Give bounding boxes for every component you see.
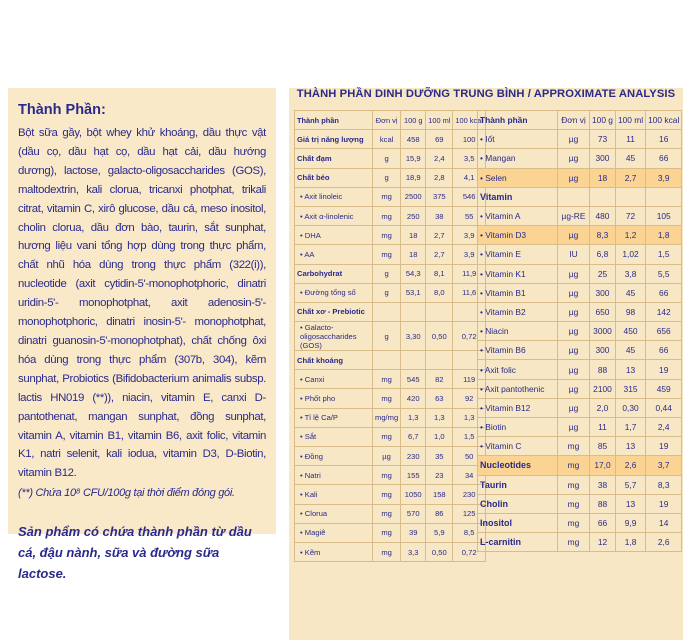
table-row — [478, 206, 682, 225]
column-header: 100 kcal — [453, 111, 486, 130]
nutrient-value: 19 — [646, 437, 682, 456]
nutrient-name: Chất xơ - Prebiotic — [295, 302, 373, 321]
ingredients-panel — [8, 88, 276, 582]
nutrient-name: • DHA — [295, 226, 373, 245]
nutrient-value: 230 — [401, 447, 426, 466]
nutrient-value — [615, 187, 645, 206]
nutrient-value: 98 — [615, 302, 645, 321]
nutrient-value: 12 — [590, 533, 616, 552]
nutrient-value: 2,7 — [615, 168, 645, 187]
nutrient-value: 0,30 — [615, 398, 645, 417]
nutrient-value: 39 — [401, 523, 426, 542]
nutrient-value: 8,0 — [426, 283, 453, 302]
nutrient-value: 1,3 — [401, 408, 426, 427]
nutrient-value: 3,8 — [615, 264, 645, 283]
table-row — [295, 485, 486, 504]
nutrient-value: 11,6 — [453, 283, 486, 302]
table-row — [478, 168, 682, 187]
nutrient-name: • Axit α-linolenic — [295, 206, 373, 225]
nutrient-value: 1,7 — [615, 418, 645, 437]
nutrient-value: 119 — [453, 370, 486, 389]
table-row — [478, 341, 682, 360]
table-row — [478, 437, 682, 456]
nutrient-value: 2,4 — [646, 418, 682, 437]
nutrient-value: 2,0 — [590, 398, 616, 417]
nutrient-value — [426, 302, 453, 321]
nutrient-value: 45 — [615, 341, 645, 360]
table-row — [295, 264, 486, 283]
nutrient-value: 11 — [590, 418, 616, 437]
nutrient-value: 2,7 — [426, 226, 453, 245]
column-header: 100 ml — [615, 111, 645, 130]
nutrient-unit: mg — [373, 370, 401, 389]
nutrient-unit: µg — [558, 322, 590, 341]
table-header-row — [478, 111, 682, 130]
nutrient-value: 105 — [646, 206, 682, 225]
table-row — [478, 513, 682, 532]
nutrient-unit: µg — [558, 418, 590, 437]
nutrient-value: 420 — [401, 389, 426, 408]
nutrient-unit: µg — [558, 283, 590, 302]
nutrient-value: 66 — [646, 149, 682, 168]
nutrient-name: • Mangan — [478, 149, 558, 168]
table-row — [295, 322, 486, 351]
table-row — [478, 226, 682, 245]
nutrient-value: 88 — [590, 360, 616, 379]
nutrient-name: • Kali — [295, 485, 373, 504]
nutrient-name: Giá trị năng lượng — [295, 130, 373, 149]
nutrient-value: 1,5 — [453, 427, 486, 446]
nutrient-value: 55 — [453, 206, 486, 225]
nutrient-name: • Phốt pho — [295, 389, 373, 408]
ingredients-title: Thành Phần: — [18, 102, 106, 118]
nutrient-value: 69 — [426, 130, 453, 149]
nutrient-value: 82 — [426, 370, 453, 389]
column-header: Thành phần — [478, 111, 558, 130]
nutrient-value: 50 — [453, 447, 486, 466]
table-row — [295, 523, 486, 542]
probiotic-note: (**) Chứa 10⁸ CFU/100g tại thời điểm đóng gói. — [18, 487, 235, 500]
nutrient-name: Cholin — [478, 494, 558, 513]
nutrient-value: 45 — [615, 149, 645, 168]
nutrition-title: THÀNH PHẦN DINH DƯỠNG TRUNG BÌNH / APPROXIMATE ANALYSIS — [296, 88, 676, 100]
nutrient-value: 86 — [426, 504, 453, 523]
nutrient-value: 250 — [401, 206, 426, 225]
column-header: 100 g — [401, 111, 426, 130]
nutrient-name: • Vitamin A — [478, 206, 558, 225]
nutrient-name: L-carnitin — [478, 533, 558, 552]
nutrient-unit: mg — [373, 427, 401, 446]
table-row — [478, 149, 682, 168]
nutrient-unit: µg — [558, 398, 590, 417]
nutrient-unit: mg — [373, 466, 401, 485]
nutrient-unit: IU — [558, 245, 590, 264]
nutrient-value: 38 — [426, 206, 453, 225]
nutrient-value: 11,9 — [453, 264, 486, 283]
nutrient-unit: mg — [373, 226, 401, 245]
table-row — [478, 398, 682, 417]
table-row — [295, 389, 486, 408]
nutrient-name: • Iốt — [478, 130, 558, 149]
nutrient-value: 0,44 — [646, 398, 682, 417]
nutrient-value: 11 — [615, 130, 645, 149]
nutrient-value: 2500 — [401, 187, 426, 206]
nutrient-value — [401, 302, 426, 321]
nutrient-value: 2,4 — [426, 149, 453, 168]
nutrient-value: 5,9 — [426, 523, 453, 542]
nutrient-value: 18 — [401, 245, 426, 264]
nutrient-value: 72 — [615, 206, 645, 225]
nutrient-name: Chất khoáng — [295, 351, 373, 370]
table-row — [295, 408, 486, 427]
nutrient-value: 23 — [426, 466, 453, 485]
nutrient-unit: mg — [558, 533, 590, 552]
nutrient-value: 6,7 — [401, 427, 426, 446]
nutrient-value: 66 — [590, 513, 616, 532]
nutrient-unit: mg — [558, 494, 590, 513]
nutrient-unit: g — [373, 149, 401, 168]
nutrient-unit: µg — [558, 264, 590, 283]
nutrient-value: 13 — [615, 437, 645, 456]
table-row — [295, 206, 486, 225]
nutrient-unit: mg — [373, 245, 401, 264]
table-row — [478, 245, 682, 264]
nutrient-name: • Magiê — [295, 523, 373, 542]
nutrient-name: • Tỉ lệ Ca/P — [295, 408, 373, 427]
nutrient-value: 3,9 — [453, 226, 486, 245]
nutrient-value: 2,7 — [426, 245, 453, 264]
nutrient-value: 13 — [615, 360, 645, 379]
allergen-warning: Sản phẩm có chứa thành phần từ dầu cá, đậu nành, sữa và đường sữa lactose. — [18, 524, 252, 582]
nutrient-value: 35 — [426, 447, 453, 466]
nutrient-value: 66 — [646, 341, 682, 360]
table-row — [478, 130, 682, 149]
nutrient-value: 142 — [646, 302, 682, 321]
nutrient-name: • Axit folic — [478, 360, 558, 379]
nutrient-name: • Vitamin B6 — [478, 341, 558, 360]
nutrient-value: 459 — [646, 379, 682, 398]
nutrient-unit — [373, 302, 401, 321]
nutrient-name: • Sắt — [295, 427, 373, 446]
nutrient-value: 1,0 — [426, 427, 453, 446]
nutrient-value: 17,0 — [590, 456, 616, 475]
table-row — [295, 302, 486, 321]
nutrient-unit: mg — [373, 485, 401, 504]
nutrient-value: 66 — [646, 283, 682, 302]
nutrient-value: 4,1 — [453, 168, 486, 187]
nutrient-unit — [373, 351, 401, 370]
nutrient-value: 570 — [401, 504, 426, 523]
table-row — [478, 283, 682, 302]
table-row — [478, 322, 682, 341]
nutrient-unit: µg-RE — [558, 206, 590, 225]
column-header: Thành phần — [295, 111, 373, 130]
nutrient-value: 1,3 — [426, 408, 453, 427]
nutrient-unit: mg — [373, 389, 401, 408]
table-row — [478, 494, 682, 513]
nutrient-name: Taurin — [478, 475, 558, 494]
nutrient-value: 1,02 — [615, 245, 645, 264]
nutrient-value: 5,7 — [615, 475, 645, 494]
nutrient-unit — [558, 187, 590, 206]
nutrient-value: 100 — [453, 130, 486, 149]
nutrient-unit: mg/mg — [373, 408, 401, 427]
nutrient-value: 2100 — [590, 379, 616, 398]
nutrient-name: • Canxi — [295, 370, 373, 389]
nutrient-value: 63 — [426, 389, 453, 408]
nutrient-value: 2,6 — [646, 533, 682, 552]
table-header-row — [295, 111, 486, 130]
nutrient-unit: µg — [558, 168, 590, 187]
nutrient-value: 650 — [590, 302, 616, 321]
nutrient-value: 8,3 — [646, 475, 682, 494]
nutrient-name: • Đồng — [295, 447, 373, 466]
table-row — [478, 187, 682, 206]
nutrient-value: 85 — [590, 437, 616, 456]
table-row — [295, 427, 486, 446]
nutrition-table-left — [294, 110, 486, 562]
nutrient-value: 2,6 — [615, 456, 645, 475]
nutrient-unit: mg — [373, 542, 401, 561]
nutrient-unit: mg — [373, 206, 401, 225]
nutrient-value: 14 — [646, 513, 682, 532]
nutrient-name: • Vitamin D3 — [478, 226, 558, 245]
nutrient-unit: µg — [373, 447, 401, 466]
nutrient-name: • Kẽm — [295, 542, 373, 561]
nutrient-value: 18,9 — [401, 168, 426, 187]
nutrient-unit: µg — [558, 341, 590, 360]
nutrient-value: 155 — [401, 466, 426, 485]
table-row — [295, 187, 486, 206]
nutrient-name: • Clorua — [295, 504, 373, 523]
column-header: Đơn vị — [373, 111, 401, 130]
nutrient-value — [590, 187, 616, 206]
nutrient-value: 18 — [401, 226, 426, 245]
nutrient-unit: g — [373, 168, 401, 187]
nutrient-name: Chất béo — [295, 168, 373, 187]
nutrient-name: Vitamin — [478, 187, 558, 206]
nutrient-value: 300 — [590, 341, 616, 360]
table-row — [295, 149, 486, 168]
nutrient-unit: µg — [558, 360, 590, 379]
table-row — [295, 466, 486, 485]
nutrient-value: 0,50 — [426, 322, 453, 351]
nutrition-table-right — [477, 110, 682, 552]
nutrient-value: 3,30 — [401, 322, 426, 351]
nutrient-value: 19 — [646, 360, 682, 379]
nutrient-value: 375 — [426, 187, 453, 206]
nutrient-unit: mg — [558, 437, 590, 456]
table-row — [478, 533, 682, 552]
nutrient-name: • Vitamin E — [478, 245, 558, 264]
nutrient-value: 545 — [401, 370, 426, 389]
nutrient-value: 300 — [590, 283, 616, 302]
table-row — [478, 418, 682, 437]
nutrient-value: 0,50 — [426, 542, 453, 561]
nutrient-value: 92 — [453, 389, 486, 408]
table-row — [295, 447, 486, 466]
nutrient-name: • Vitamin B12 — [478, 398, 558, 417]
nutrient-value: 0,72 — [453, 542, 486, 561]
nutrient-value: 6,8 — [590, 245, 616, 264]
nutrient-value: 45 — [615, 283, 645, 302]
nutrient-name: • Axit linoleic — [295, 187, 373, 206]
nutrient-value: 3,9 — [646, 168, 682, 187]
nutrient-name: • Selen — [478, 168, 558, 187]
column-header: 100 kcal — [646, 111, 682, 130]
column-header: 100 ml — [426, 111, 453, 130]
nutrient-value: 0,72 — [453, 322, 486, 351]
nutrient-value: 5,5 — [646, 264, 682, 283]
nutrient-value: 88 — [590, 494, 616, 513]
nutrient-value: 656 — [646, 322, 682, 341]
nutrient-name: • Natri — [295, 466, 373, 485]
table-row — [478, 302, 682, 321]
table-row — [295, 370, 486, 389]
nutrient-name: • Vitamin B2 — [478, 302, 558, 321]
nutrient-value: 3,9 — [453, 245, 486, 264]
nutrient-value: 38 — [590, 475, 616, 494]
column-header: 100 g — [590, 111, 616, 130]
nutrient-value: 300 — [590, 149, 616, 168]
nutrient-value: 3,3 — [401, 542, 426, 561]
nutrient-value: 18 — [590, 168, 616, 187]
nutrient-unit: g — [373, 322, 401, 351]
nutrient-value: 3,5 — [453, 149, 486, 168]
nutrient-value: 1,8 — [615, 533, 645, 552]
nutrient-name: • Axit pantothenic — [478, 379, 558, 398]
nutrient-value: 15,9 — [401, 149, 426, 168]
nutrient-value: 8,1 — [426, 264, 453, 283]
nutrient-value — [426, 351, 453, 370]
nutrient-value: 230 — [453, 485, 486, 504]
table-row — [295, 226, 486, 245]
nutrient-unit: µg — [558, 302, 590, 321]
nutrient-value: 1,5 — [646, 245, 682, 264]
nutrient-value: 1050 — [401, 485, 426, 504]
nutrient-value: 480 — [590, 206, 616, 225]
table-row — [295, 283, 486, 302]
nutrient-value: 1,3 — [453, 408, 486, 427]
table-row — [478, 264, 682, 283]
nutrient-unit: mg — [558, 475, 590, 494]
table-row — [295, 245, 486, 264]
nutrient-unit: mg — [558, 456, 590, 475]
nutrient-value: 315 — [615, 379, 645, 398]
nutrient-name: Inositol — [478, 513, 558, 532]
nutrient-value: 1,8 — [646, 226, 682, 245]
nutrient-value: 53,1 — [401, 283, 426, 302]
table-row — [478, 360, 682, 379]
nutrient-unit: mg — [558, 513, 590, 532]
nutrient-name: Carbohydrat — [295, 264, 373, 283]
nutrient-value: 16 — [646, 130, 682, 149]
table-row — [478, 456, 682, 475]
nutrient-value: 158 — [426, 485, 453, 504]
nutrient-name: • Vitamin B1 — [478, 283, 558, 302]
nutrient-value: 8,3 — [590, 226, 616, 245]
nutrient-unit: µg — [558, 226, 590, 245]
table-row — [295, 168, 486, 187]
nutrient-value: 2,8 — [426, 168, 453, 187]
table-row — [295, 504, 486, 523]
nutrient-value: 458 — [401, 130, 426, 149]
nutrient-name: • AA — [295, 245, 373, 264]
nutrient-value: 73 — [590, 130, 616, 149]
nutrient-unit: µg — [558, 379, 590, 398]
nutrient-value: 3000 — [590, 322, 616, 341]
nutrient-value — [401, 351, 426, 370]
nutrient-value: 8,5 — [453, 523, 486, 542]
nutrient-name: • Galacto-oligosaccharides (GOS) — [295, 322, 373, 351]
nutrient-value: 546 — [453, 187, 486, 206]
nutrient-value: 34 — [453, 466, 486, 485]
nutrient-value: 25 — [590, 264, 616, 283]
nutrient-value: 54,3 — [401, 264, 426, 283]
column-header: Đơn vị — [558, 111, 590, 130]
nutrient-value: 450 — [615, 322, 645, 341]
nutrient-unit: kcal — [373, 130, 401, 149]
nutrient-name: • Biotin — [478, 418, 558, 437]
nutrient-unit: µg — [558, 149, 590, 168]
nutrient-name: Chất đạm — [295, 149, 373, 168]
table-row — [478, 379, 682, 398]
nutrient-name: • Đường tổng số — [295, 283, 373, 302]
nutrient-value — [646, 187, 682, 206]
nutrient-value: 3,7 — [646, 456, 682, 475]
nutrient-value: 125 — [453, 504, 486, 523]
nutrient-unit: g — [373, 264, 401, 283]
table-row — [478, 475, 682, 494]
nutrient-unit: µg — [558, 130, 590, 149]
nutrient-unit: mg — [373, 187, 401, 206]
nutrient-value: 9,9 — [615, 513, 645, 532]
nutrient-name: Nucleotides — [478, 456, 558, 475]
nutrition-panel — [289, 88, 683, 640]
ingredients-text: Bột sữa gầy, bột whey khử khoáng, dầu thực vật (dầu cọ, dầu hạt cọ, dầu hạt cải, dầu hướng dương), lactose, galacto-oligosaccharides (GOS), maltodextrin, kali clorua, tricanxi photphat, trikali citrat, vitamin C, xirô glucose, dầu cá, meso inositol, cholin clorua, dầu đơn bào, taurin, sắt sunphat, hương liệu vani tổng hợp dùng trong thực phẩm, chất nhũ hóa dùng trong thực phẩm (322(i)), nucleotide (axit cytidin-5'-monophotphoric, dinatri uridin-5'- monophotphat, axit adenosin-5'-monophotphoric, dinatri inosin-5'- monophotphat, dinatri guanosin-5'-monophotphat), chất chống ôxi hóa dùng trong thực phẩm (307b, 304), kẽm sunphat, Probiotics (Bifidobacterium animalis subsp. lactis HN019 (**)), niacin, vitamin E, canxi D-pantothenat, mangan sunphat, đồng sunphat, vitamin A, vitamin B1, vitamin B6, axit folic, vitamin K1, natri selenit, kali iodua, vitamin D3, D-Biotin, vitamin B12. — [18, 127, 266, 480]
nutrient-name: • Niacin — [478, 322, 558, 341]
nutrient-name: • Vitamin K1 — [478, 264, 558, 283]
table-row — [295, 351, 486, 370]
table-row — [295, 130, 486, 149]
nutrient-value: 13 — [615, 494, 645, 513]
nutrient-unit: g — [373, 283, 401, 302]
table-row — [295, 542, 486, 561]
nutrient-value: 1,2 — [615, 226, 645, 245]
nutrient-name: • Vitamin C — [478, 437, 558, 456]
nutrient-value: 19 — [646, 494, 682, 513]
nutrient-unit: mg — [373, 504, 401, 523]
nutrient-unit: mg — [373, 523, 401, 542]
